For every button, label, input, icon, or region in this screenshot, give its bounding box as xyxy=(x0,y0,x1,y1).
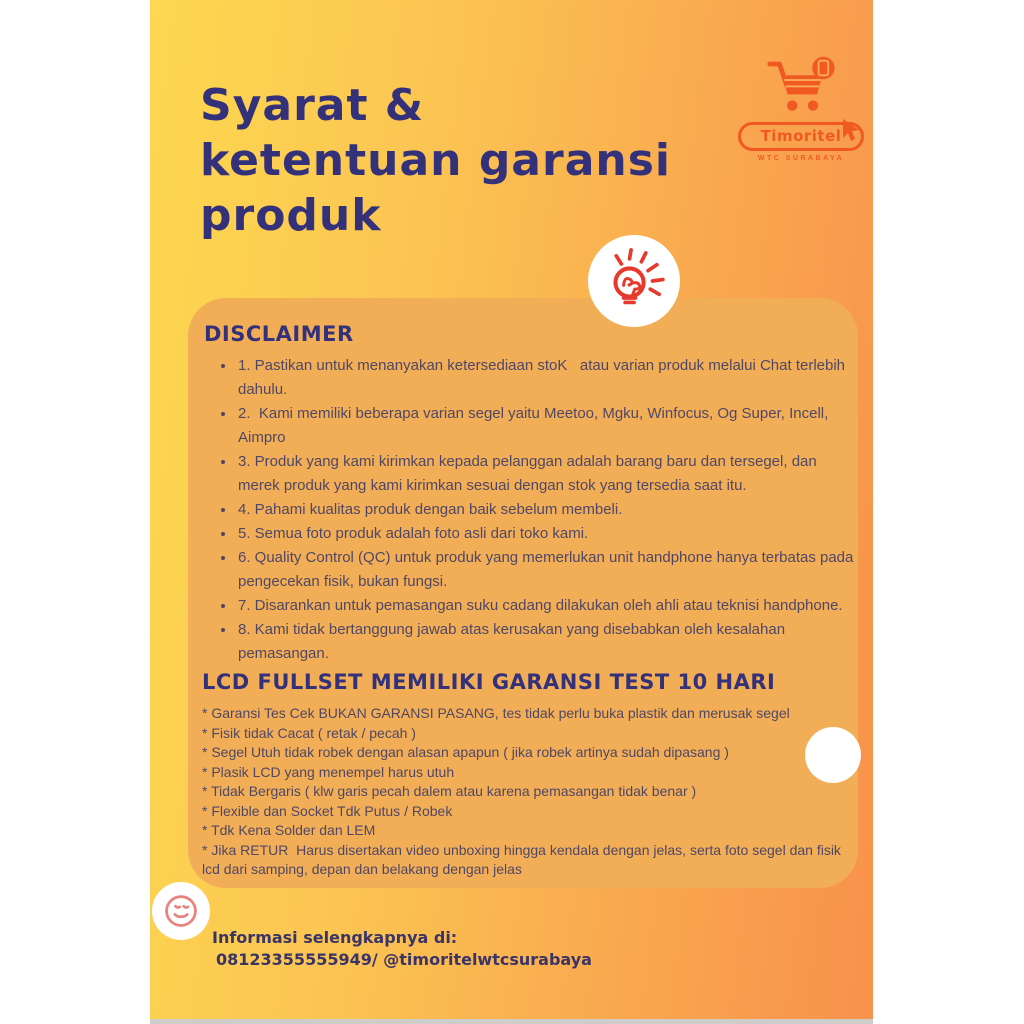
logo-location-label: WTC SURABAYA xyxy=(757,155,845,162)
terms-card xyxy=(188,298,858,888)
lcd-warranty-item: * Segel Utuh tidak robek dengan alasan apapun ( jika robek artinya sudah dipasang ) xyxy=(202,744,729,760)
poster-title xyxy=(200,78,760,243)
lightbulb-icon xyxy=(597,244,671,318)
disclaimer-item: • 3. Produk yang kami kirimkan kepada pelanggan adalah barang baru dan tersegel, dan merek produk yang kami kirimkan sesuai dengan stok yang tersedia saat itu. xyxy=(236,450,861,498)
disclaimer-item: • 7. Disarankan untuk pemasangan suku cadang dilakukan oleh ahli atau teknisi handphone. xyxy=(236,594,861,618)
lcd-warranty-item: * Plasik LCD yang menempel harus utuh xyxy=(202,763,455,780)
title-line-1: Syarat & xyxy=(200,80,425,131)
logo-brand-pill: Timoritel xyxy=(738,122,864,151)
disclaimer-item: • 6. Quality Control (QC) untuk produk yang memerlukan unit handphone hanya terbatas pada pengecekan fisik, bukan fungsi. xyxy=(236,546,861,594)
footer-info-label: Informasi selengkapnya di: xyxy=(212,928,458,947)
cursor-arrow-icon xyxy=(842,118,862,142)
lcd-warranty-item: * Garansi Tes Cek BUKAN GARANSI PASANG, tes tidak perlu buka plastik dan merusak segel xyxy=(202,705,790,721)
store-logo xyxy=(738,56,864,162)
lcd-warranty-item: * Fisik tidak Cacat ( retak / pecah ) xyxy=(202,724,416,741)
disclaimer-item: • 4. Pahami kualitas produk dengan baik sebelum membeli. xyxy=(236,498,861,522)
disclaimer-item: • 1. Pastikan untuk menanyakan ketersediaan stoK atau varian produk melalui Chat terlebih dahulu. xyxy=(236,354,861,402)
smiley-face-icon xyxy=(159,889,203,933)
smiley-badge xyxy=(152,882,210,940)
footer-contact-line: 08123355555949/ @timoritelwtcsurabaya xyxy=(216,950,592,969)
disclaimer-item: • 2. Kami memiliki beberapa varian segel yaitu Meetoo, Mgku, Winfocus, Og Super, Incell, Aimpro xyxy=(236,402,861,450)
footer-contact xyxy=(212,927,592,971)
disclaimer-list xyxy=(220,354,861,666)
lcd-warranty-item: * Tidak Bergaris ( klw garis pecah dalem atau karena pemasangan tidak benar ) xyxy=(202,783,697,799)
disclaimer-heading: DISCLAIMER xyxy=(204,322,354,346)
lcd-warranty-item: * Tdk Kena Solder dan LEM xyxy=(202,822,376,838)
lightbulb-badge xyxy=(588,235,680,327)
shopping-cart-icon xyxy=(764,56,838,120)
lcd-warranty-heading: LCD FULLSET MEMILIKI GARANSI TEST 10 HARI xyxy=(202,670,776,694)
lcd-warranty-list xyxy=(202,704,852,880)
warranty-poster xyxy=(150,0,873,1024)
disclaimer-item: • 5. Semua foto produk adalah foto asli dari toko kami. xyxy=(236,522,861,546)
title-line-2: ketentuan garansi xyxy=(200,135,671,186)
decorative-circle xyxy=(805,727,861,783)
lcd-warranty-item: * Jika RETUR Harus disertakan video unboxing hingga kendala dengan jelas, serta foto segel dan fisik lcd dari samping, depan dan belakang dengan jelas xyxy=(202,841,845,877)
lcd-warranty-item: * Flexible dan Socket Tdk Putus / Robek xyxy=(202,802,453,819)
disclaimer-item: • 8. Kami tidak bertanggung jawab atas kerusakan yang disebabkan oleh kesalahan pemasangan. xyxy=(236,618,861,666)
title-line-3: produk xyxy=(200,190,382,241)
poster-bottom-edge xyxy=(150,1019,873,1024)
